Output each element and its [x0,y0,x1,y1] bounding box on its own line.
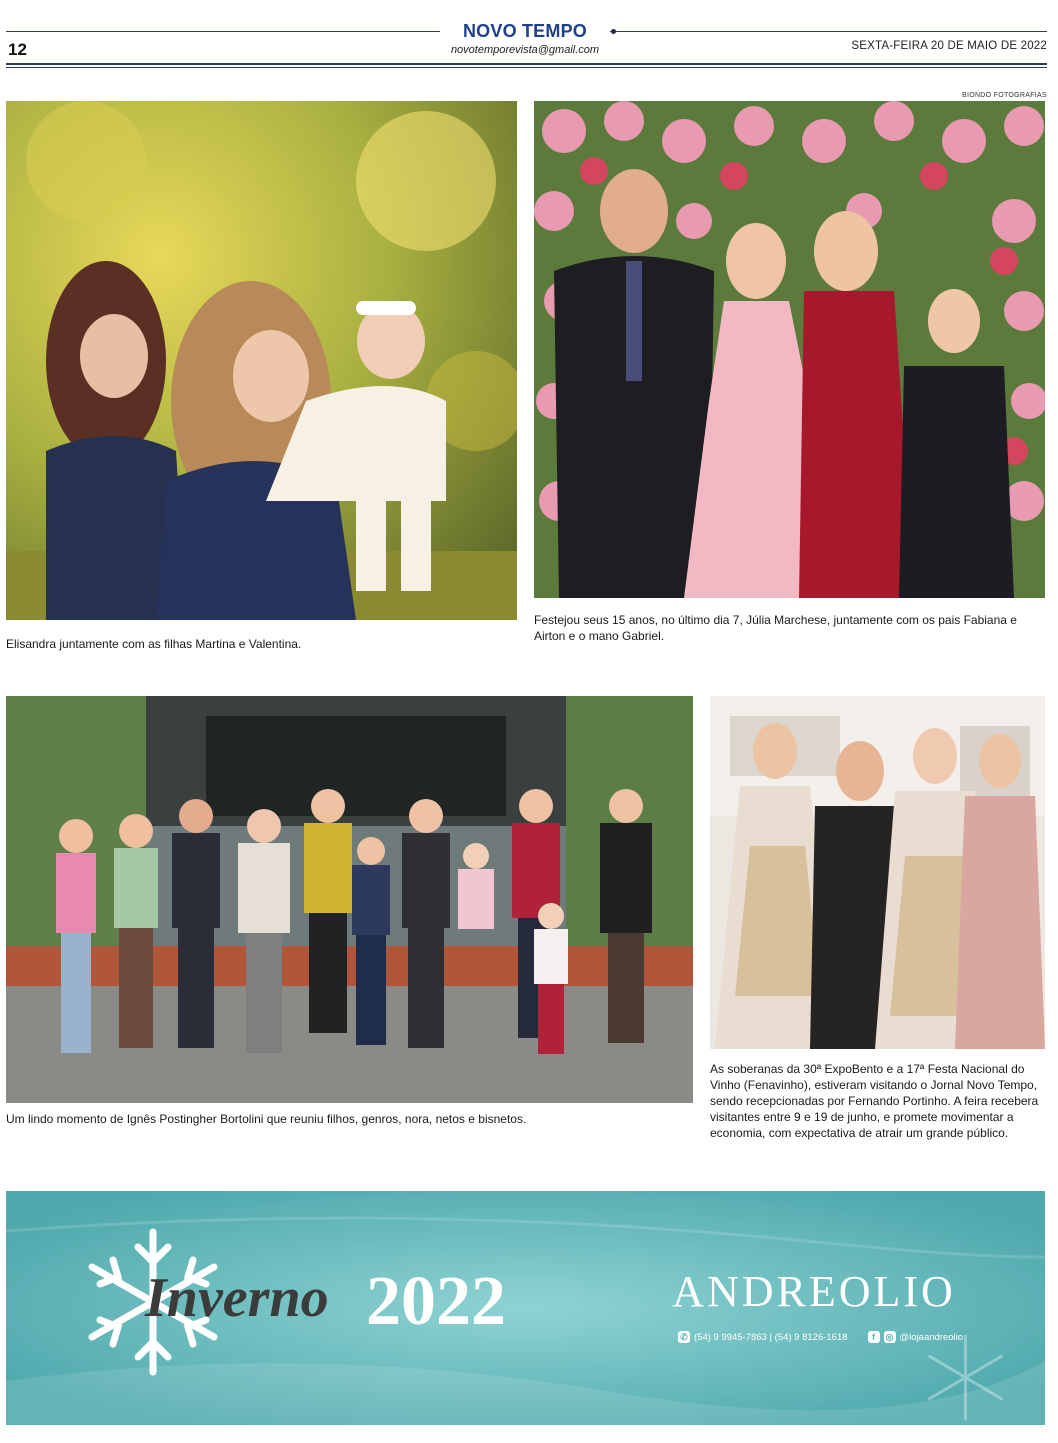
ad-social-handle[interactable]: @lojaandreolio [899,1331,964,1343]
header-dot [611,29,616,34]
header-rule [6,67,1047,68]
photo-fifteenth-birthday [534,101,1045,598]
ad-brand: ANDREOLIO [672,1267,956,1316]
caption-photo-2: Festejou seus 15 anos, no último dia 7, Júlia Marchese, juntamente com os pais Fabiana e Airton e o mano Gabriel. [534,613,1017,643]
ad-contact [678,1331,963,1343]
header-rule [6,63,1047,65]
snowflake-icon [918,1330,1013,1425]
page-number: 12 [8,40,27,59]
photo-festival-queens [710,696,1045,1049]
contact-email: novotemporevista@gmail.com [450,44,600,56]
ad-title: Inverno [145,1267,329,1329]
photo-credit: BIONDO FOTOGRAFIAS [961,92,1047,99]
issue-date: SEXTA-FEIRA 20 DE MAIO DE 2022 [851,40,1047,52]
instagram-icon[interactable]: ◎ [884,1331,896,1343]
photo-family-mother-daughters [6,101,517,620]
ad-year: 2022 [366,1263,506,1340]
masthead: NOVO TEMPO [440,21,610,42]
ad-phones: (54) 9 9945-7863 | (54) 9 8126-1618 [694,1331,848,1343]
whatsapp-icon: ✆ [678,1331,690,1343]
caption-photo-1: Elisandra juntamente com as filhas Martina e Valentina. [6,637,302,651]
caption-photo-4: As soberanas da 30ª ExpoBento e a 17ª Festa Nacional do Vinho (Fenavinho), estiveram visitando o Jornal Novo Tempo, sendo recepcionadas por Fernando Portinho. A feira recebera visitantes entre 9 e 19 de junho, e promete movimentar a economia, com expectativa de atrair um grande público. [710,1062,1039,1140]
facebook-icon[interactable]: f [868,1331,880,1343]
caption-photo-3: Um lindo momento de Ignês Postingher Bortolini que reuniu filhos, genros, nora, netos e bisnetos. [6,1112,527,1126]
photo-family-reunion [6,696,693,1103]
